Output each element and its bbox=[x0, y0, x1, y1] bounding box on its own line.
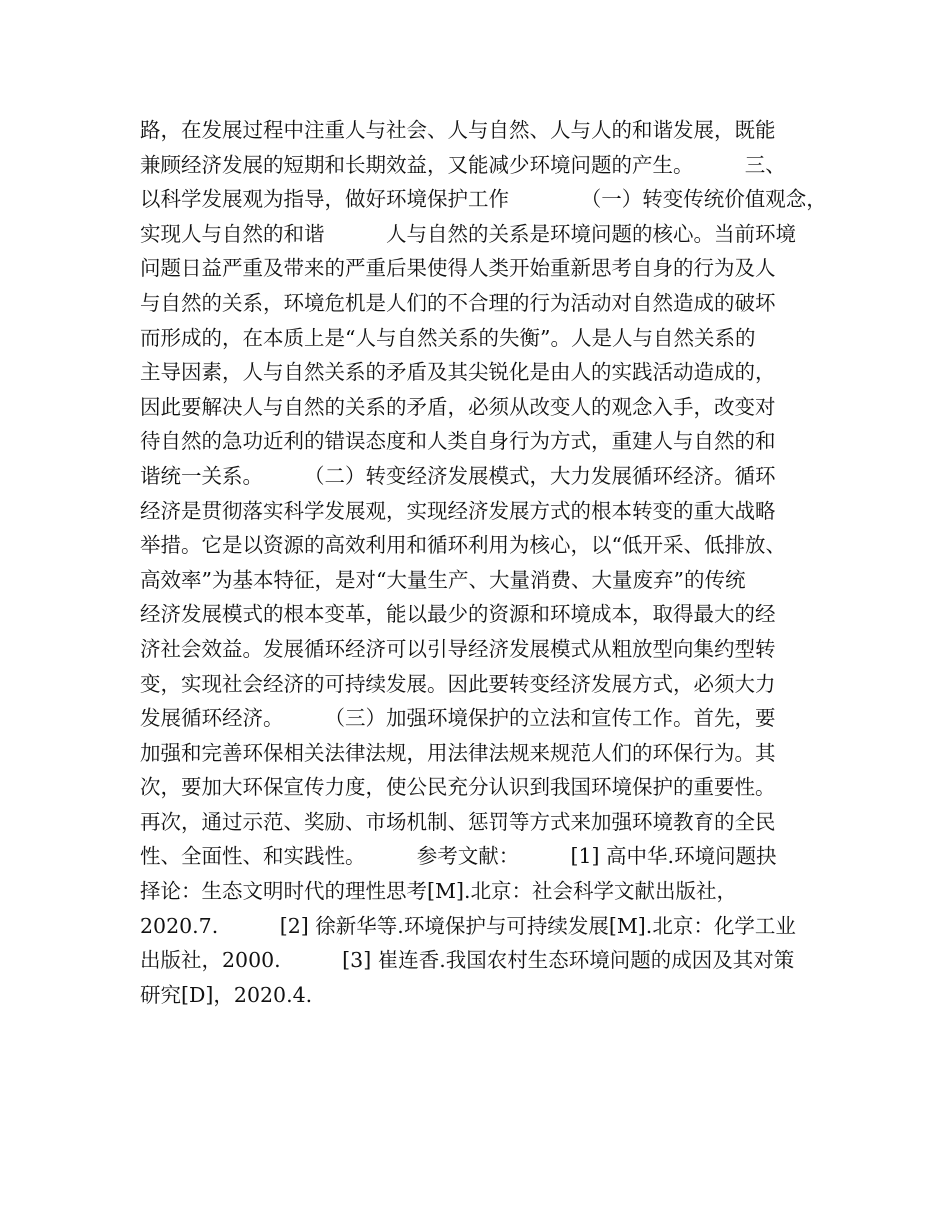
text-line: 经济是贯彻落实科学发展观，实现经济发展方式的根本转变的重大战略 bbox=[140, 498, 776, 523]
text-line: 再次，通过示范、奖励、市场机制、惩罚等方式来加强环境教育的全民 bbox=[140, 809, 776, 834]
text-line: 实现人与自然的和谐 人与自然的关系是环境问题的核心。当前环境 bbox=[140, 221, 796, 246]
text-line: 高效率”为基本特征，是对“大量生产、大量消费、大量废弃”的传统 bbox=[140, 567, 746, 592]
text-line: 路，在发展过程中注重人与社会、人与自然、人与人的和谐发展，既能 bbox=[140, 118, 776, 142]
text-line: 择论：生态文明时代的理性思考[M].北京：社会科学文献出版社， bbox=[140, 879, 738, 904]
text-line: 谐统一关系。 （二）转变经济发展模式，大力发展循环经济。循环 bbox=[140, 463, 776, 488]
text-line: 兼顾经济发展的短期和长期效益，又能减少环境问题的产生。 三、 bbox=[140, 152, 786, 177]
text-line: 经济发展模式的根本变革，能以最少的资源和环境成本，取得最大的经 bbox=[140, 602, 776, 627]
text-line: 变，实现社会经济的可持续发展。因此要转变经济发展方式，必须大力 bbox=[140, 671, 776, 696]
text-line: 出版社，2000. [3] 崔连香.我国农村生态环境问题的成因及其对策 bbox=[140, 948, 795, 973]
text-line: 主导因素，人与自然关系的矛盾及其尖锐化是由人的实践活动造成的， bbox=[140, 360, 776, 385]
text-line: 因此要解决人与自然的关系的矛盾，必须从改变人的观念入手，改变对 bbox=[140, 394, 776, 419]
text-line: 待自然的急功近利的错误态度和人类自身行为方式，重建人与自然的和 bbox=[140, 429, 776, 454]
text-line: 加强和完善环保相关法律法规，用法律法规来规范人们的环保行为。其 bbox=[140, 740, 776, 765]
text-line: 以科学发展观为指导，做好环境保护工作 （一）转变传统价值观念， bbox=[140, 187, 827, 212]
body-text bbox=[140, 113, 840, 1012]
text-line: 次，要加大环保宣传力度，使公民充分认识到我国环境保护的重要性。 bbox=[140, 775, 776, 800]
text-line: 与自然的关系，环境危机是人们的不合理的行为活动对自然造成的破坏 bbox=[140, 290, 776, 315]
text-line: 性、全面性、和实践性。 参考文献： [1] 高中华.环境问题抉 bbox=[140, 844, 777, 869]
text-line: 发展循环经济。 （三）加强环境保护的立法和宣传工作。首先，要 bbox=[140, 706, 776, 731]
text-line: 而形成的，在本质上是“人与自然关系的失衡”。人是人与自然关系的 bbox=[140, 325, 756, 350]
text-line: 研究[D]，2020.4. bbox=[140, 982, 313, 1007]
text-line: 举措。它是以资源的高效利用和循环利用为核心，以“低开采、低排放、 bbox=[140, 533, 786, 558]
text-line: 济社会效益。发展循环经济可以引导经济发展模式从粗放型向集约型转 bbox=[140, 636, 776, 661]
text-line: 2020.7. [2] 徐新华等.环境保护与可持续发展[M].北京：化学工业 bbox=[140, 913, 796, 938]
text-line: 问题日益严重及带来的严重后果使得人类开始重新思考自身的行为及人 bbox=[140, 256, 776, 281]
